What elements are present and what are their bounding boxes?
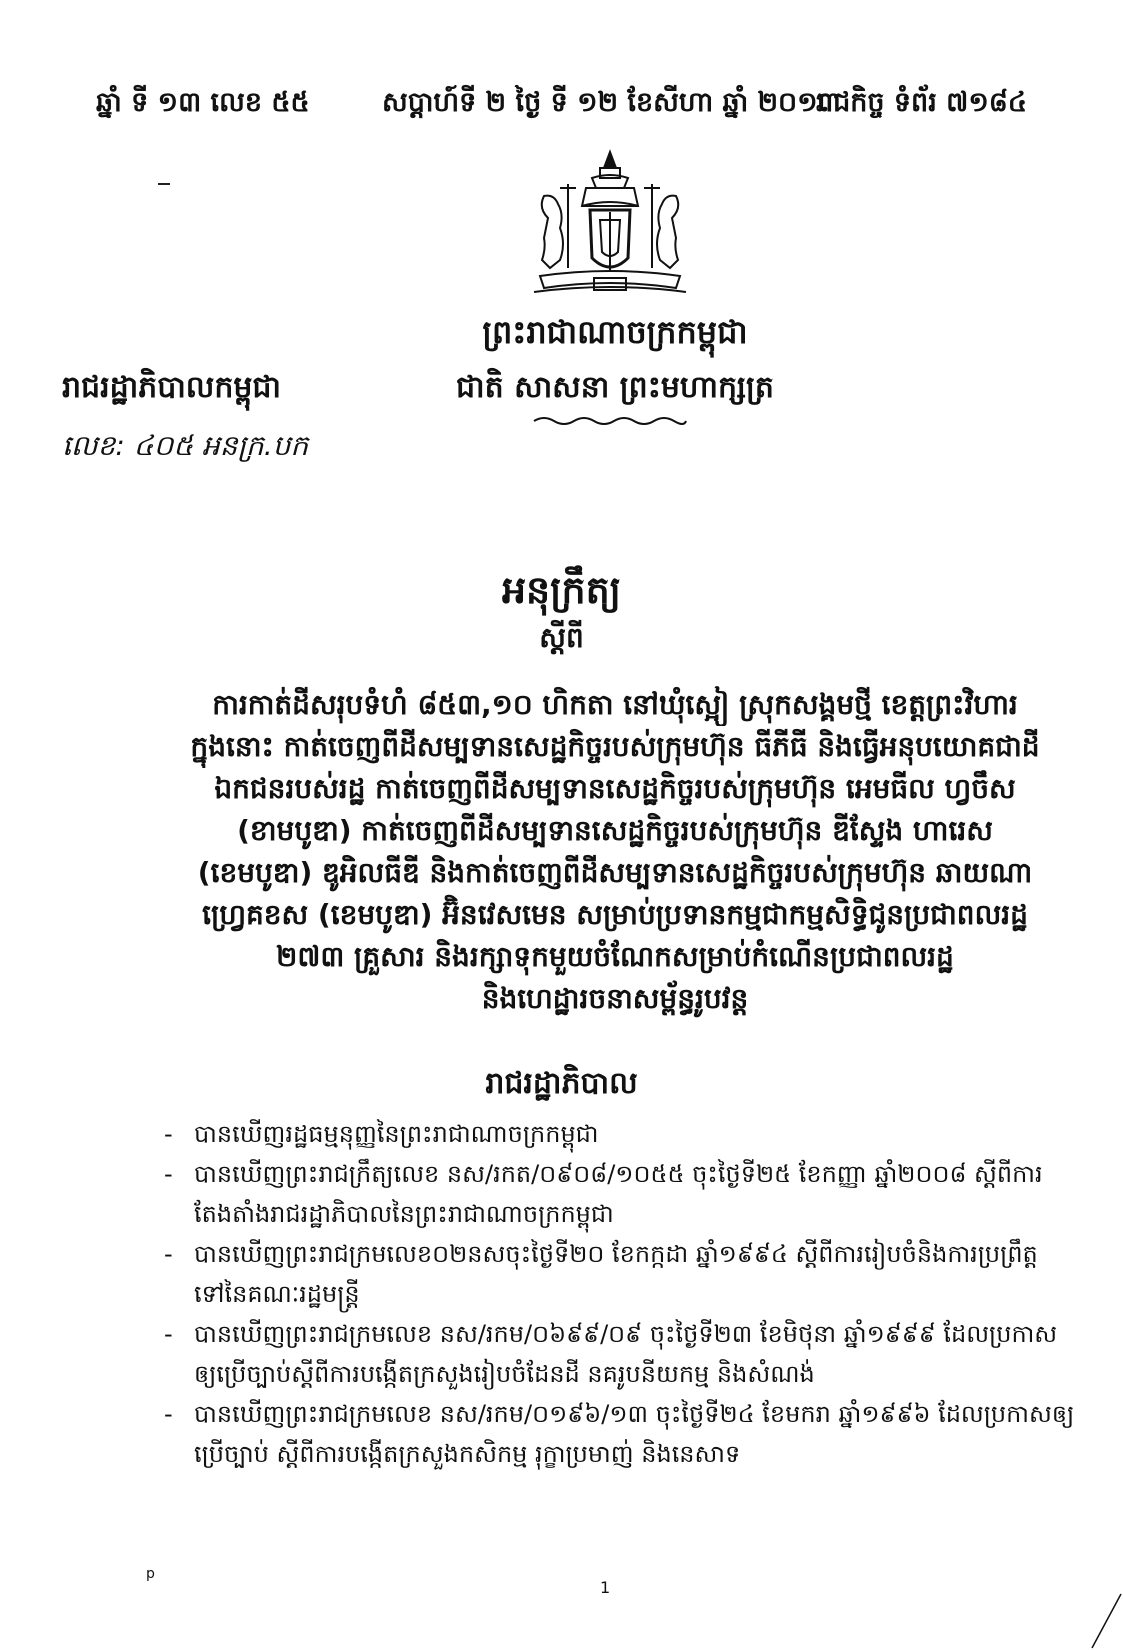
scan-mark: [158, 183, 170, 185]
footer-mark: p: [146, 1566, 155, 1582]
visa-line: ទៅនៃគណៈរដ្ឋមន្ត្រី: [194, 1280, 360, 1308]
issuing-authority: រាជរដ្ឋាភិបាលកម្ពុជា: [62, 370, 281, 405]
gazette-page-ref: រាជកិច្ច ទំព័រ ៧១៨៤: [815, 87, 1027, 118]
subject-line: ឯកជនរបស់រដ្ឋ កាត់ចេញពីដីសម្បទានសេដ្ឋកិច្ចរបស់ក្រុមហ៊ុន អេមធីល ហ្វចឹស: [214, 772, 1016, 805]
visa-list: [164, 1114, 1094, 1474]
visa-line: តែងតាំងរាជរដ្ឋាភិបាលនៃព្រះរាជាណាចក្រកម្ពុជា: [194, 1200, 614, 1228]
subject-line: ២៧៣ គ្រួសារ និងរក្សាទុកមួយចំណែកសម្រាប់កំណើនប្រជាពលរដ្ឋ: [276, 940, 954, 973]
bullet-dash: -: [164, 1120, 173, 1148]
kingdom-name: ព្រះរាជាណាចក្រកម្ពុជា: [482, 313, 748, 351]
subject-line: ហ្វ្រេគខស (ខេមបូឌា) អ៊ិនវេសមេន សម្រាប់ប្រទានកម្មជាកម្មសិទ្ធិជូនប្រជាពលរដ្ឋ: [202, 898, 1028, 931]
visa-line: បានឃើញព្រះរាជក្រមលេខ នស/រកម/០៦៩៩/០៩ ចុះថ្ងៃទី២៣ ខែមិថុនា ឆ្នាំ១៩៩៩ ដែលប្រកាស: [194, 1320, 1058, 1348]
visa-line: បានឃើញព្រះរាជក្រមលេខ នស/រកម/០១៩៦/១៣ ចុះថ្ងៃទី២៤ ខែមករា ឆ្នាំ១៩៩៦ ដែលប្រកាសឲ្យ: [194, 1400, 1075, 1428]
gazette-issue: ឆ្នាំ ទី ១៣ លេខ ៥៥: [96, 87, 310, 118]
page-number: 1: [600, 1578, 611, 1597]
gazette-date: សប្តាហ៍ទី ២ ថ្ងៃ ទី ១២ ខែសីហា ឆ្នាំ ២០១៣: [382, 87, 841, 118]
visa-item: [164, 1234, 1094, 1314]
document-about: ស្តីពី: [539, 621, 584, 654]
bullet-dash: -: [164, 1240, 173, 1268]
visa-line: បានឃើញព្រះរាជក្រមលេខ០២នសចុះថ្ងៃទី២០ ខែកក្កដា ឆ្នាំ១៩៩៤ ស្តីពីការរៀបចំនិងការប្រព្រឹត្ត: [194, 1240, 1038, 1268]
subject-line: និងហេដ្ឋារចនាសម្ព័ន្ធរូបវន្ត: [481, 982, 749, 1015]
authority-heading: រាជរដ្ឋាភិបាល: [485, 1066, 638, 1101]
visa-item: [164, 1314, 1094, 1394]
bullet-dash: -: [164, 1160, 173, 1188]
bullet-dash: -: [164, 1400, 173, 1428]
document-type: អនុក្រឹត្យ: [501, 568, 622, 612]
document-subject: [170, 684, 1060, 1020]
subject-line: ការកាត់ដីសរុបទំហំ ៨៥៣,១០ ហិកតា នៅឃុំស្អៀ ស្រុកសង្គមថ្មី ខេត្តព្រះវិហារ: [212, 688, 1018, 721]
bullet-dash: -: [164, 1320, 173, 1348]
visa-item: [164, 1114, 1094, 1154]
royal-coat-of-arms-icon: [520, 148, 700, 308]
visa-line: បានឃើញរដ្ឋធម្មនុញ្ញនៃព្រះរាជាណាចក្រកម្ពុជា: [194, 1120, 599, 1148]
scan-edge-line: [1090, 1590, 1123, 1650]
visa-item: [164, 1154, 1094, 1234]
document-number: លេខ: ៤០៥ អនក្រ.បក: [62, 429, 309, 462]
subject-line: ក្នុងនោះ កាត់ចេញពីដីសម្បទានសេដ្ឋកិច្ចរបស់ក្រុមហ៊ុន ធីភីធី និងធ្វើអនុបយោគជាដី: [190, 730, 1040, 763]
visa-line: ឲ្យប្រើច្បាប់ស្តីពីការបង្កើតក្រសួងរៀបចំដែនដី នគរូបនីយកម្ម និងសំណង់: [194, 1360, 815, 1388]
subject-line: (ខេមបូឌា) ឌូអិលធីឌី និងកាត់ចេញពីដីសម្បទានសេដ្ឋកិច្ចរបស់ក្រុមហ៊ុន ឆាយណា: [197, 856, 1033, 889]
visa-item: [164, 1394, 1094, 1474]
national-motto: ជាតិ សាសនា ព្រះមហាក្សត្រ: [456, 370, 774, 405]
visa-line: ប្រើច្បាប់ ស្តីពីការបង្កើតក្រសួងកសិកម្ម រុក្ខាប្រមាញ់ និងនេសាទ: [194, 1440, 741, 1468]
visa-line: បានឃើញព្រះរាជក្រឹត្យលេខ នស/រកត/០៩០៨/១០៥៥ ចុះថ្ងៃទី២៥ ខែកញ្ញា ឆ្នាំ២០០៨ ស្តីពីការ: [194, 1160, 1043, 1188]
subject-line: (ខាមបូឌា) កាត់ចេញពីដីសម្បទានសេដ្ឋកិច្ចរបស់ក្រុមហ៊ុន ឌីស្ទែង ហារេស: [237, 814, 993, 847]
flourish-divider-icon: [530, 414, 690, 428]
